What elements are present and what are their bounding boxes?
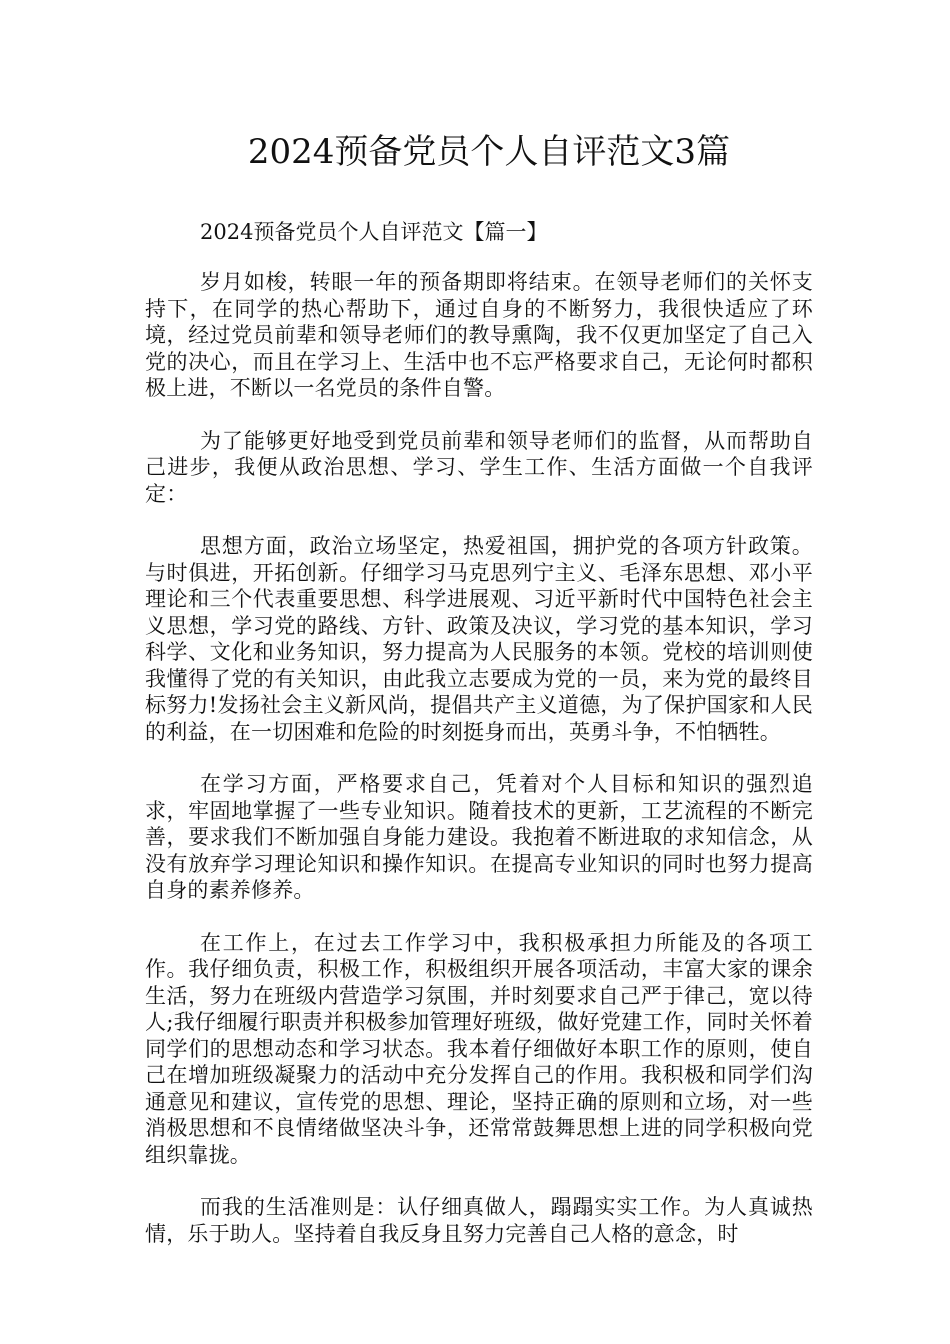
- body-paragraph: 在工作上，在过去工作学习中，我积极承担力所能及的各项工作。我仔细负责，积极工作，积极组织开展各项活动，丰富大家的课余生活，努力在班级内营造学习氛围，并时刻要求自己严于律己，宽以待人;我仔细履行职责并积极参加管理好班级，做好党建工作，同时关怀着同学们的思想动态和学习状态。我本着仔细做好本职工作的原则，使自己在增加班级凝聚力的活动中充分发挥自己的作用。我积极和同学们沟通意见和建议，宣传党的思想、理论，坚持正确的原则和立场，对一些消极思想和不良情绪做坚决斗争，还常常鼓舞思想上进的同学积极向党组织靠拢。: [145, 930, 813, 1167]
- body-paragraph: 为了能够更好地受到党员前辈和领导老师们的监督，从而帮助自己进步，我便从政治思想、学习、学生工作、生活方面做一个自我评定：: [145, 428, 813, 506]
- body-paragraph: 思想方面，政治立场坚定，热爱祖国，拥护党的各项方针政策。与时俱进，开拓创新。仔细学习马克思列宁主义、毛泽东思想、邓小平理论和三个代表重要思想、科学进展观、习近平新时代中国特色社会主义思想，学习党的路线、方针、政策及决议，学习党的基本知识，学习科学、文化和业务知识，努力提高为人民服务的本领。党校的培训则使我懂得了党的有关知识，由此我立志要成为党的一员，来为党的最终目标努力!发扬社会主义新风尚，提倡共产主义道德，为了保护国家和人民的利益，在一切困难和危险的时刻挺身而出，英勇斗争，不怕牺牲。: [145, 534, 813, 744]
- body-paragraph: 在学习方面，严格要求自己，凭着对个人目标和知识的强烈追求，牢固地掌握了一些专业知识。随着技术的更新，工艺流程的不断完善，要求我们不断加强自身能力建设。我抱着不断进取的求知信念，从没有放弃学习理论知识和操作知识。在提高专业知识的同时也努力提高自身的素养修养。: [145, 772, 813, 902]
- section-heading: 2024预备党员个人自评范文【篇一】: [200, 220, 548, 244]
- body-paragraph: 岁月如梭，转眼一年的预备期即将结束。在领导老师们的关怀支持下，在同学的热心帮助下，通过自身的不断努力，我很快适应了环境，经过党员前辈和领导老师们的教导熏陶，我不仅更加坚定了自己入党的决心，而且在学习上、生活中也不忘严格要求自己，无论何时都积极上进，不断以一名党员的条件自警。: [145, 270, 813, 400]
- document-title: 2024预备党员个人自评范文3篇: [247, 132, 731, 172]
- document-page: [145, 128, 813, 1247]
- body-paragraph: 而我的生活准则是：认仔细真做人，蹋蹋实实工作。为人真诚热情，乐于助人。坚持着自我反身且努力完善自己人格的意念，时: [145, 1195, 813, 1246]
